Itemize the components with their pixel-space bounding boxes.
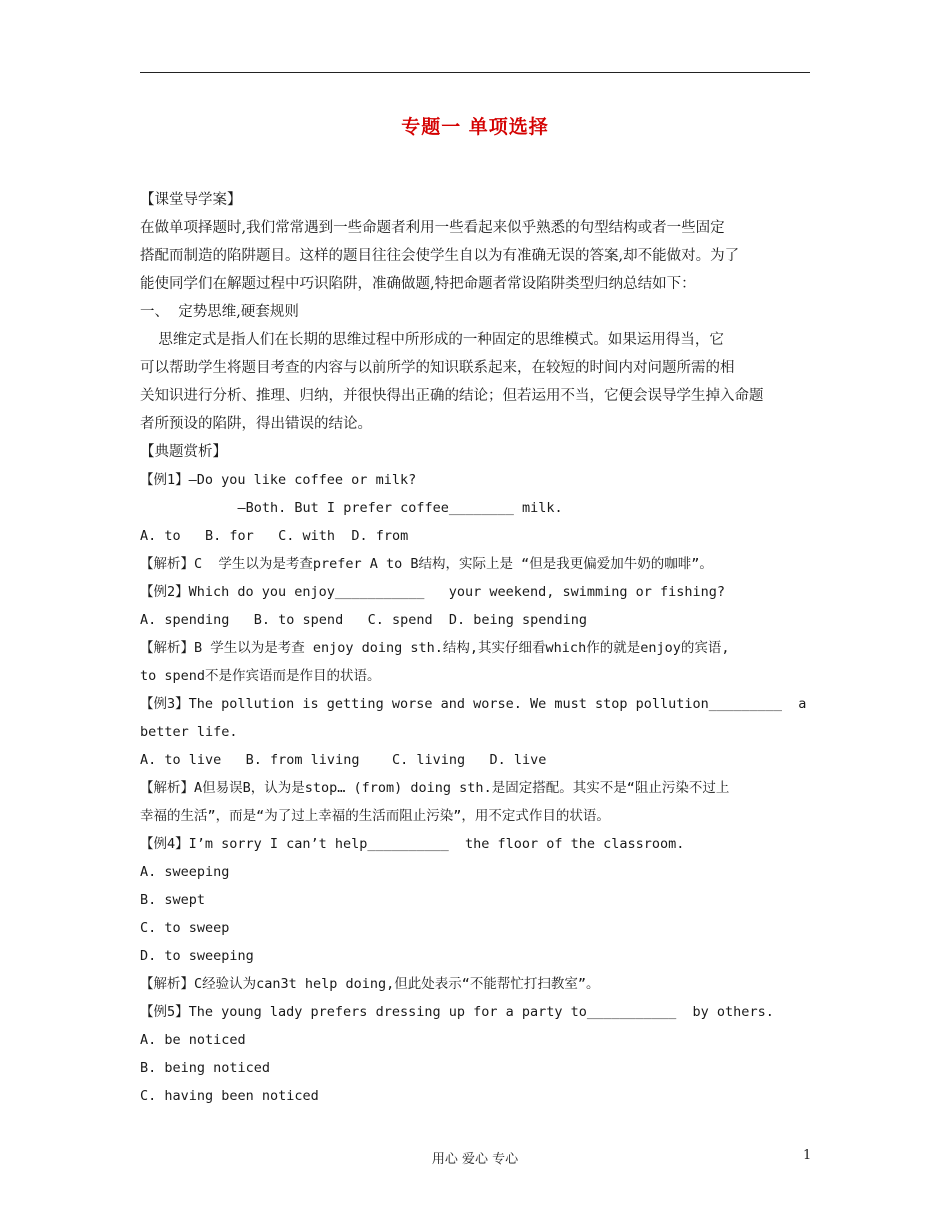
example-question: 【例3】The pollution is getting worse and worse. We must stop pollution_________ a <box>140 696 807 712</box>
example-options: A. to B. for C. with D. from <box>140 528 409 544</box>
page-footer <box>0 1148 950 1168</box>
example-options: A. spending B. to spend C. spend D. being spending <box>140 612 588 628</box>
paragraph-line: 可以帮助学生将题目考查的内容与以前所学的知识联系起来，在较短的时间内对问题所需的相 <box>140 360 735 376</box>
section-heading: 【典题赏析】 <box>140 444 227 460</box>
subsection-heading: 一、 定势思维,硬套规则 <box>140 304 299 320</box>
example-analysis: to spend不是作宾语而是作目的状语。 <box>140 668 381 684</box>
example-question: —Both. But I prefer coffee________ milk. <box>140 500 563 516</box>
example-option: A. sweeping <box>140 864 230 880</box>
section-heading: 【课堂导学案】 <box>140 192 242 208</box>
example-option: C. to sweep <box>140 920 230 936</box>
paragraph-line: 能使同学们在解题过程中巧识陷阱，准确做题,特把命题者常设陷阱类型归纳总结如下： <box>140 276 696 292</box>
example-option: B. being noticed <box>140 1060 271 1076</box>
example-question: better life. <box>140 724 238 740</box>
example-option: B. swept <box>140 892 206 908</box>
header-rule <box>140 72 810 73</box>
page-number: 1 <box>803 1148 812 1163</box>
example-analysis: 【解析】C 学生以为是考查prefer A to B结构，实际上是 “但是我更偏爱加牛奶的咖啡”。 <box>140 556 713 572</box>
footer-slogan: 用心 爱心 专心 <box>431 1152 519 1167</box>
example-question: 【例5】The young lady prefers dressing up for a party to___________ by others. <box>140 1004 774 1020</box>
paragraph-line: 在做单项择题时,我们常常遇到一些命题者利用一些看起来似乎熟悉的句型结构或者一些固定 <box>140 220 725 236</box>
example-question: 【例1】—Do you like coffee or milk? <box>140 472 417 488</box>
example-option: A. be noticed <box>140 1032 246 1048</box>
paragraph-line: 搭配而制造的陷阱题目。这样的题目往往会使学生自以为有准确无误的答案,却不能做对。为了 <box>140 248 740 264</box>
example-question: 【例4】I’m sorry I can’t help__________ the floor of the classroom. <box>140 836 685 852</box>
paragraph-line: 思维定式是指人们在长期的思维过程中所形成的一种固定的思维模式。如果运用得当，它 <box>140 332 724 348</box>
paragraph-line: 关知识进行分析、推理、归纳，并很快得出正确的结论；但若运用不当，它便会误导学生掉入命题 <box>140 388 764 404</box>
page-title: 专题一 单项选择 <box>401 116 549 138</box>
document-body <box>140 186 812 1110</box>
example-analysis: 【解析】B 学生以为是考查 enjoy doing sth.结构,其实仔细看which作的就是enjoy的宾语, <box>140 640 730 656</box>
example-option: D. to sweeping <box>140 948 254 964</box>
example-option: C. having been noticed <box>140 1088 319 1104</box>
paragraph-line: 者所预设的陷阱，得出错误的结论。 <box>140 416 372 432</box>
example-question: 【例2】Which do you enjoy___________ your weekend, swimming or fishing? <box>140 584 726 600</box>
example-analysis: 幸福的生活”，而是“为了过上幸福的生活而阻止污染”，用不定式作目的状语。 <box>140 808 610 824</box>
example-options: A. to live B. from living C. living D. live <box>140 752 547 768</box>
example-analysis: 【解析】C经验认为can3t help doing,但此处表示“不能帮忙打扫教室”。 <box>140 976 600 992</box>
example-analysis: 【解析】A但易误B，认为是stop… (from) doing sth.是固定搭配。其实不是“阻止污染不过上 <box>140 780 730 796</box>
